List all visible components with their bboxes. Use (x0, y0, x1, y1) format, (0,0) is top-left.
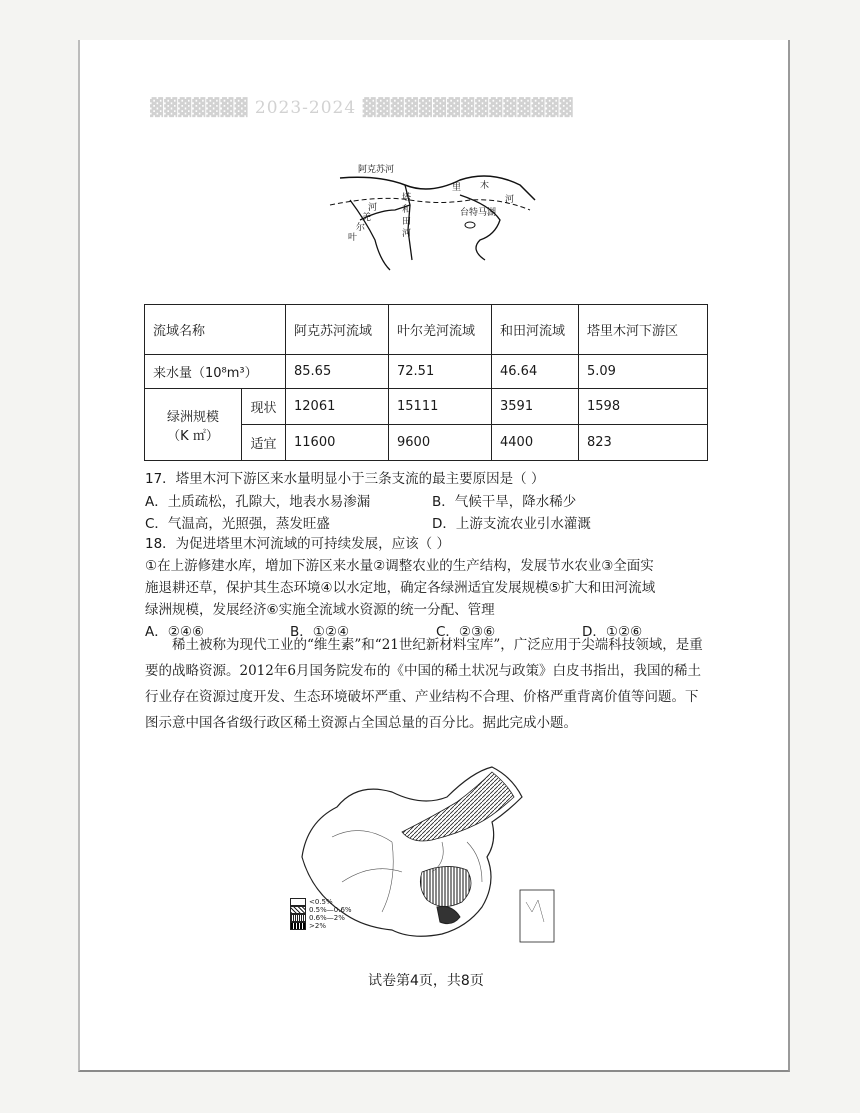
legend-label-0: <0.5% (309, 898, 333, 906)
table-header-4: 塔里木河下游区 (579, 305, 708, 355)
legend-swatch-0 (290, 898, 306, 906)
inflow-value-2: 46.64 (492, 355, 579, 389)
oasis-current-0: 12061 (286, 389, 389, 425)
oasis-label-line2: （K ㎡） (167, 428, 219, 444)
q17-option-d: D．上游支流农业引水灌溉 (432, 516, 591, 532)
legend-swatch-2 (290, 914, 306, 922)
map1-label-0: 阿克苏河 (358, 165, 395, 175)
q17-option-a: A．土质疏松，孔隙大，地表水易渗漏 (145, 494, 371, 510)
map1-label-7: 河 (402, 229, 412, 239)
basin-table (144, 304, 708, 461)
map1-label-9: 叶 (348, 233, 358, 243)
map1-label-3: 河 (505, 195, 515, 205)
q18-line3: 绿洲规模，发展经济⑥实施全流域水资源的统一分配、管理 (145, 602, 495, 618)
map1-label-4: 塔 (402, 193, 412, 203)
oasis-suitable-1: 9600 (389, 425, 492, 461)
q18-line2: 施退耕还草，保护其生态环境④以水定地，确定各绿洲适宜发展规模⑤扩大和田河流域 (145, 580, 656, 596)
q17-option-b: B．气候干旱，降水稀少 (432, 494, 577, 510)
legend-swatch-3 (290, 922, 306, 930)
oasis-suitable-2: 4400 (492, 425, 579, 461)
map1-label-6: 田 (402, 217, 412, 227)
oasis-suitable-0: 11600 (286, 425, 389, 461)
oasis-label-line1: 绿洲规模 (166, 409, 219, 425)
tarim-river-map (320, 150, 550, 290)
q18-line1: ①在上游修建水库，增加下游区来水量②调整农业的生产结构，发展节水农业③全面实 (145, 558, 654, 574)
map1-label-12: 河 (368, 203, 378, 213)
oasis-current-label: 现状 (242, 389, 286, 425)
oasis-current-2: 3591 (492, 389, 579, 425)
q17-stem: 17．塔里木河下游区来水量明显小于三条支流的最主要原因是（ ） (145, 471, 545, 487)
map1-label-11: 羌 (362, 213, 372, 223)
map1-label-1: 里 (452, 183, 462, 193)
legend-swatch-1 (290, 906, 306, 914)
table-header-2: 叶尔羌河流域 (389, 305, 492, 355)
table-header-3: 和田河流域 (492, 305, 579, 355)
map-legend (290, 898, 352, 930)
inflow-value-3: 5.09 (579, 355, 708, 389)
inflow-value-0: 85.65 (286, 355, 389, 389)
q17-option-c: C．气温高，光照强，蒸发旺盛 (145, 516, 330, 532)
rare-earth-passage: 稀土被称为现代工业的“维生素”和“21世纪新材料宝库”，广泛应用于尖端科技领域，是重要的战略资源。2012年6月国务院发布的《中国的稀土状况与政策》白皮书指出，我国的稀土行业存在资源过度开发、生态环境破坏严重、产业结构不合理、价格严重背离价值等问题。下图示意中国各省级行政区稀土资源占全国总量的百分比。据此完成小题。 (145, 637, 703, 731)
q18-option-c: C．②③⑥ (436, 624, 496, 640)
q18-option-a: A．②④⑥ (145, 624, 205, 640)
oasis-current-1: 15111 (389, 389, 492, 425)
map1-label-2: 木 (480, 181, 490, 191)
map1-label-8: 台特马湖 (460, 208, 497, 218)
oasis-suitable-label: 适宜 (242, 425, 286, 461)
legend-label-3: >2% (309, 922, 326, 930)
map1-label-5: 和 (402, 205, 412, 215)
q18-option-d: D．①②⑥ (582, 624, 643, 640)
map1-label-10: 尔 (356, 223, 366, 233)
q18-stem: 18．为促进塔里木河流域的可持续发展，应该（ ） (145, 536, 450, 552)
legend-label-2: 0.6%—2% (309, 914, 345, 922)
inflow-label: 来水量（10⁸m³） (145, 355, 286, 389)
table-header-1: 阿克苏河流域 (286, 305, 389, 355)
legend-label-1: 0.5%—0.6% (309, 906, 352, 914)
inflow-value-1: 72.51 (389, 355, 492, 389)
oasis-current-3: 1598 (579, 389, 708, 425)
show-through-header: ▓▓▓▓▓▓▓ 2023-2024 ▓▓▓▓▓▓▓▓▓▓▓▓▓▓▓ (150, 98, 574, 118)
table-header-0: 流域名称 (145, 305, 286, 355)
q18-option-b: B．①②④ (290, 624, 350, 640)
oasis-suitable-3: 823 (579, 425, 708, 461)
page-footer: 试卷第4页，共8页 (368, 973, 484, 989)
oasis-label (145, 389, 242, 461)
